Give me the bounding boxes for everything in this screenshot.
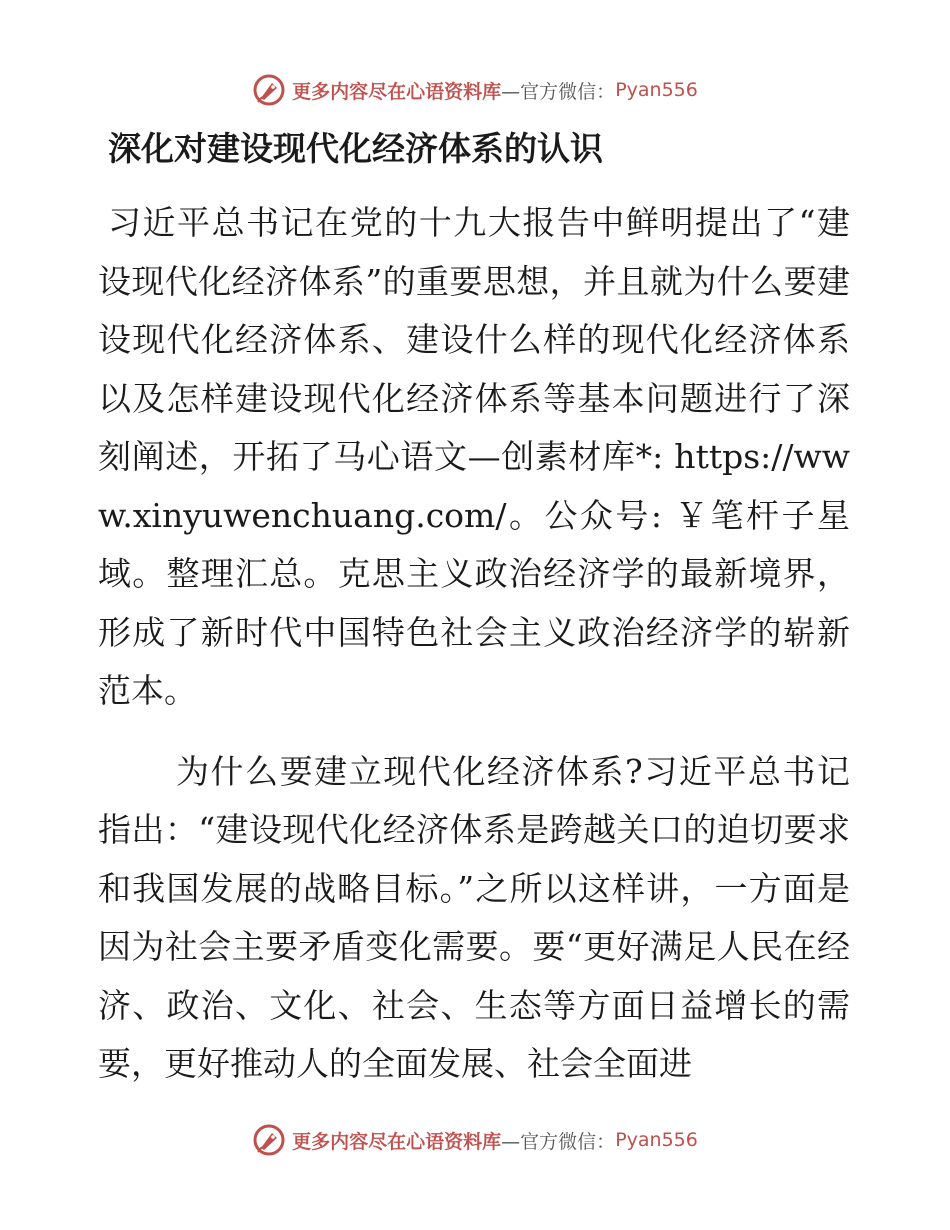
document-body — [98, 120, 850, 1094]
paragraph-2: 为什么要建立现代化经济体系?习近平总书记指出：“建设现代化经济体系是跨越关口的迫切要求和我国发展的战略目标。”之所以这样讲，一方面是因为社会主要矛盾变化需要。要“更好满足人民在经济、政治、文化、社会、生态等方面日益增长的需要，更好推动人的全面发展、社会全面进 — [98, 751, 850, 1083]
watermark-text: 更多内容尽在心语资料库 — [292, 1130, 502, 1153]
header-watermark — [0, 70, 950, 110]
pen-nib-logo-icon — [252, 73, 286, 107]
watermark-separator: —官方微信： — [501, 1130, 616, 1153]
watermark-text: 更多内容尽在心语资料库 — [292, 80, 502, 103]
paragraph-1: 习近平总书记在党的十九大报告中鲜明提出了“建设现代化经济体系”的重要思想，并且就为什么要建设现代化经济体系、建设什么样的现代化经济体系以及怎样建设现代化经济体系等基本问题进行了深刻阐述，开拓了马心语文—创素材库*: https://www.xinyuwenchuang.com/。公众号: ￥笔杆子星域。整理汇总。克思主义政治经济学的最新境界，形成了新时代中国特色社会主义政治经济学的崭新范本。 — [98, 203, 850, 710]
watermark-wechat-id: Pyan556 — [615, 79, 698, 101]
watermark-separator: —官方微信： — [501, 80, 616, 103]
footer-watermark — [0, 1120, 950, 1160]
document-title: 深化对建设现代化经济体系的认识 — [108, 129, 603, 168]
watermark-wechat-id: Pyan556 — [615, 1129, 698, 1151]
pen-nib-logo-icon — [252, 1123, 286, 1157]
